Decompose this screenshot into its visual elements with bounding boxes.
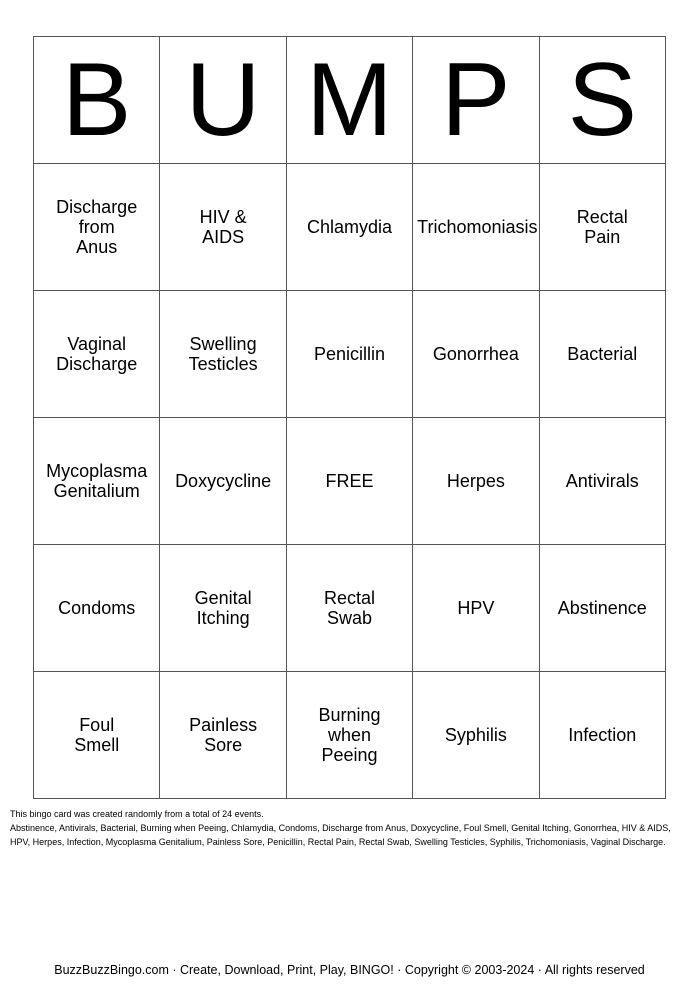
- cell-label: Swelling Testicles: [188, 334, 258, 374]
- header-letter-b: B: [34, 37, 160, 164]
- card-cell: [286, 545, 412, 672]
- cell-label: Mycoplasma Genitalium: [46, 461, 148, 501]
- cell-label: Abstinence: [557, 598, 647, 618]
- header-letter-s: S: [539, 37, 665, 164]
- card-row-2: [34, 291, 666, 418]
- cell-label: Infection: [568, 725, 637, 745]
- header-letter-u: U: [160, 37, 286, 164]
- header-letter-m: M: [286, 37, 412, 164]
- card-cell: [160, 164, 286, 291]
- cell-label: HPV: [457, 598, 495, 618]
- card-cell: [413, 672, 539, 799]
- cell-label: Vaginal Discharge: [56, 334, 138, 374]
- cell-label: Syphilis: [444, 725, 507, 745]
- cell-label: HIV & AIDS: [199, 207, 247, 247]
- card-row-1: [34, 164, 666, 291]
- free-space-cell: [286, 418, 412, 545]
- card-cell: [34, 418, 160, 545]
- card-cell: [286, 672, 412, 799]
- card-cell: [413, 418, 539, 545]
- card-cell: [539, 672, 665, 799]
- copyright-footer: BuzzBuzzBingo.com · Create, Download, Print, Play, BINGO! · Copyright © 2003-2024 · All rights reserved: [54, 963, 645, 977]
- card-cell: [539, 418, 665, 545]
- free-space-label: FREE: [325, 471, 374, 491]
- cell-label: Burning when Peeing: [318, 705, 381, 765]
- card-row-3: [34, 418, 666, 545]
- card-cell: [34, 291, 160, 418]
- card-cell: [34, 545, 160, 672]
- card-row-5: [34, 672, 666, 799]
- cell-label: Gonorrhea: [432, 344, 519, 364]
- card-cell: [160, 418, 286, 545]
- card-cell: [539, 291, 665, 418]
- card-cell: [539, 164, 665, 291]
- cell-label: Discharge from Anus: [56, 197, 138, 257]
- card-cell: [413, 291, 539, 418]
- card-cell: [539, 545, 665, 672]
- cell-label: Painless Sore: [189, 715, 258, 755]
- bingo-card: [33, 36, 666, 799]
- card-cell: [34, 672, 160, 799]
- card-cell: [160, 672, 286, 799]
- card-cell: [286, 164, 412, 291]
- cell-label: Doxycycline: [175, 471, 272, 491]
- header-letter-p: P: [413, 37, 539, 164]
- cell-label: Herpes: [446, 471, 505, 491]
- card-row-4: [34, 545, 666, 672]
- card-cell: [413, 545, 539, 672]
- event-list-note: [10, 807, 686, 849]
- note-summary: This bingo card was created randomly from a total of 24 events.: [10, 809, 264, 819]
- card-cell: [160, 545, 286, 672]
- cell-label: Rectal Pain: [576, 207, 628, 247]
- cell-label: Rectal Swab: [323, 588, 375, 628]
- note-event-list: Abstinence, Antivirals, Bacterial, Burning when Peeing, Chlamydia, Condoms, Discharge from Anus, Doxycycline, Foul Smell, Genital Itching, Gonorrhea, HIV & AIDS, HPV, Herpes, Infection, Mycoplasma Genitalium, Painless Sore, Penicillin, Rectal Pain, Rectal Swab, Swelling Testicles, Syphilis, Trichomoniasis, Vaginal Discharge.: [10, 823, 671, 847]
- card-cell: [160, 291, 286, 418]
- card-cell: [34, 164, 160, 291]
- card-cell: [413, 164, 539, 291]
- cell-label: Condoms: [58, 598, 136, 618]
- header-row: [34, 37, 666, 164]
- cell-label: Antivirals: [565, 471, 639, 491]
- cell-label: Foul Smell: [74, 715, 120, 755]
- card-cell: [286, 291, 412, 418]
- cell-label: Bacterial: [567, 344, 638, 364]
- cell-label: Genital Itching: [194, 588, 252, 628]
- cell-label: Penicillin: [313, 344, 385, 364]
- cell-label: Chlamydia: [306, 217, 392, 237]
- cell-label: Trichomoniasis: [417, 217, 538, 237]
